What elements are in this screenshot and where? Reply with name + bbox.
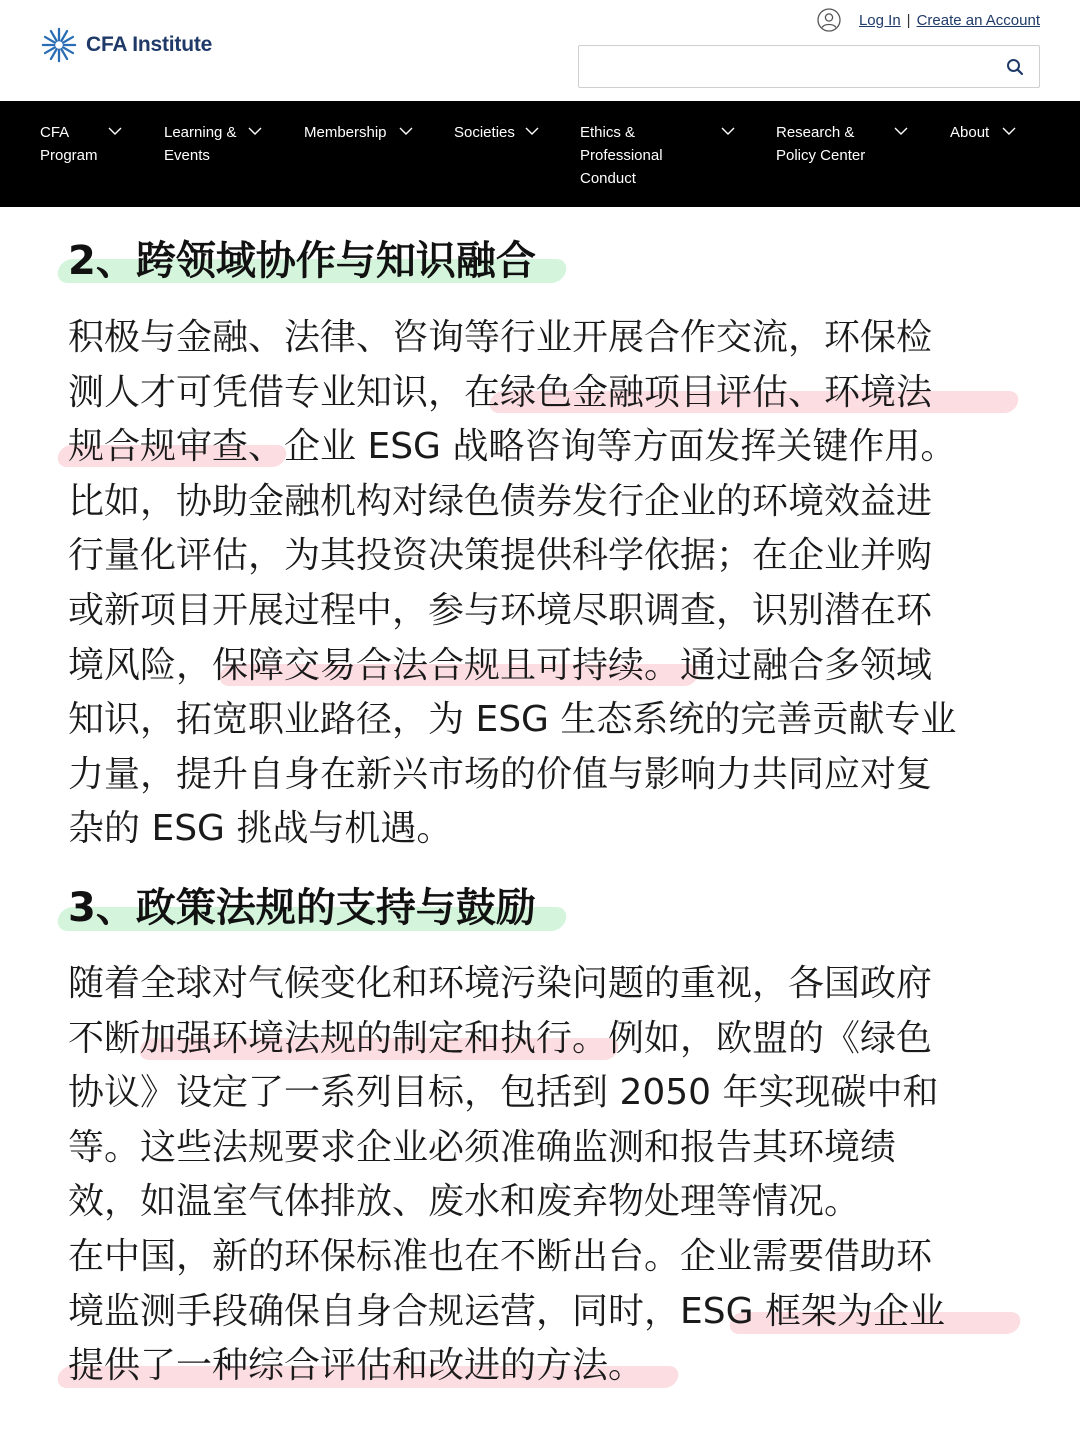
section-heading: 2、跨领域协作与知识融合	[68, 238, 536, 284]
chevron-down-icon	[1002, 126, 1016, 136]
nav-label: Professional	[580, 147, 663, 164]
nav-item-membership[interactable]	[304, 121, 387, 144]
nav-label: Learning &	[164, 124, 237, 141]
nav-item-societies[interactable]	[454, 121, 515, 144]
nav-label: Membership	[304, 124, 387, 141]
paragraph-line: 不断加强环境法规的制定和执行。例如，欧盟的《绿色	[68, 1017, 933, 1059]
nav-item-cfa-program[interactable]	[40, 121, 98, 167]
paragraph-line: 随着全球对气候变化和环境污染问题的重视，各国政府	[68, 963, 933, 1004]
paragraph-line: 境监测手段确保自身合规运营，同时，ESG 框架为企业	[68, 1290, 945, 1332]
search-icon[interactable]	[1005, 57, 1025, 77]
paragraph-line: 等。这些法规要求企业必须准确监测和报告其环境绩	[68, 1126, 897, 1168]
account-links	[817, 8, 1040, 32]
brand-name: CFA Institute	[86, 33, 213, 56]
chevron-down-icon	[108, 126, 122, 136]
nav-label: Societies	[454, 124, 515, 141]
nav-label: Conduct	[580, 170, 636, 187]
brand-logo[interactable]	[40, 26, 212, 64]
paragraph-line: 知识，拓宽职业路径，为 ESG 生态系统的完善贡献专业	[68, 699, 957, 741]
create-account-link[interactable]: Create an Account	[916, 11, 1040, 29]
account-separator: |	[906, 11, 911, 29]
main-navigation	[0, 101, 1080, 207]
paragraph-line: 行量化评估，为其投资决策提供科学依据；在企业并购	[68, 535, 933, 577]
nav-label: CFA	[40, 124, 70, 141]
nav-label: Policy Center	[776, 147, 866, 164]
paragraph-line: 或新项目开展过程中，参与环境尽职调查，识别潜在环	[68, 589, 933, 631]
paragraph-line: 力量，提升自身在新兴市场的价值与影响力共同应对复	[68, 753, 933, 795]
paragraph-line: 规合规审查、企业 ESG 战略咨询等方面发挥关键作用。	[68, 426, 957, 468]
nav-item-research-policy-center[interactable]	[776, 121, 865, 167]
nav-item-learning-events[interactable]	[164, 121, 237, 167]
paragraph-line: 积极与金融、法律、咨询等行业开展合作交流，环保检	[68, 317, 933, 358]
paragraph-line: 提供了一种综合评估和改进的方法。	[68, 1345, 645, 1387]
user-circle-icon[interactable]	[817, 8, 841, 32]
paragraph-line: 测人才可凭借专业知识，在绿色金融项目评估、环境法	[68, 371, 933, 413]
paragraph-line: 在中国，新的环保标准也在不断出台。企业需要借助环	[68, 1235, 933, 1277]
section-paragraph	[68, 311, 1018, 857]
chevron-down-icon	[721, 126, 735, 136]
nav-label: Research &	[776, 124, 855, 141]
site-header	[0, 0, 1080, 101]
nav-label: Ethics &	[580, 124, 636, 141]
search-bar	[578, 45, 1040, 88]
nav-label: About	[950, 124, 990, 141]
paragraph-line: 境风险，保障交易合法合规且可持续。通过融合多领域	[68, 644, 933, 686]
nav-item-ethics-professional-conduct[interactable]	[580, 121, 663, 190]
section-heading: 3、政策法规的支持与鼓励	[68, 885, 536, 931]
paragraph-line: 比如，协助金融机构对绿色债券发行企业的环境效益进	[68, 480, 933, 522]
paragraph-line: 效，如温室气体排放、废水和废弃物处理等情况。	[68, 1181, 861, 1223]
chevron-down-icon	[248, 126, 262, 136]
chevron-down-icon	[399, 126, 413, 136]
search-input[interactable]	[589, 54, 989, 80]
paragraph-line: 协议》设定了一系列目标，包括到 2050 年实现碳中和	[68, 1072, 939, 1114]
nav-label: Events	[164, 147, 210, 164]
cfa-globe-icon	[40, 26, 78, 64]
login-link[interactable]: Log In	[858, 11, 901, 29]
nav-label: Program	[40, 147, 98, 164]
chevron-down-icon	[894, 126, 908, 136]
paragraph-line: 杂的 ESG 挑战与机遇。	[68, 808, 453, 850]
nav-item-about[interactable]	[950, 121, 989, 144]
chevron-down-icon	[525, 126, 539, 136]
section-paragraph	[68, 957, 1018, 1394]
